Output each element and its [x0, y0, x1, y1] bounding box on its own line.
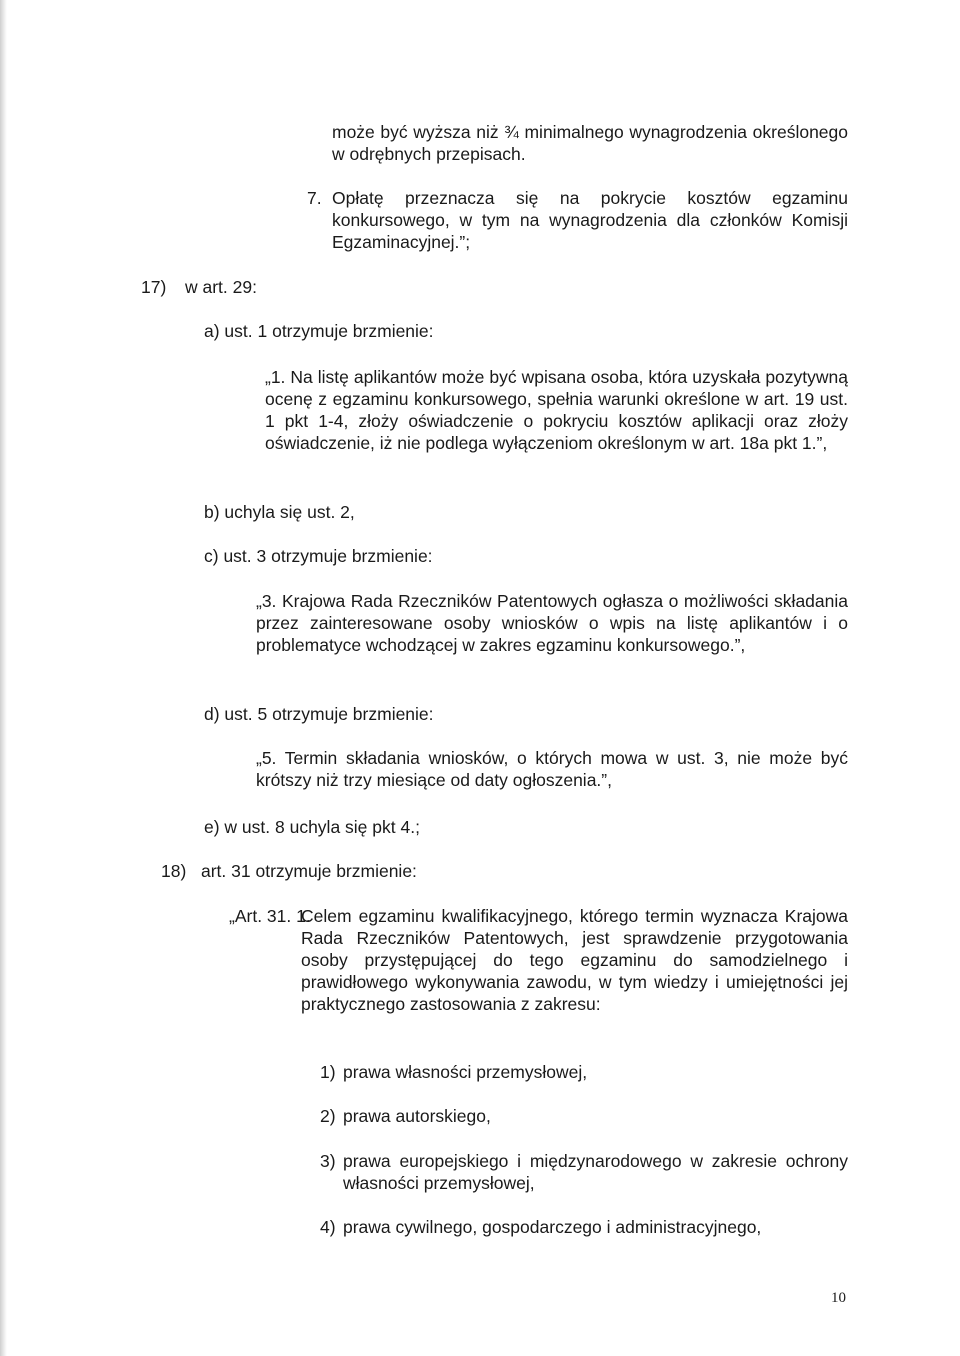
scope-item-2: [320, 1105, 848, 1127]
item-number: 17): [141, 277, 167, 297]
scope-item-3-text: prawa europejskiego i międzynarodowego w zakresie ochrony własności przemysłowej,: [343, 1151, 848, 1193]
article-31-text: Celem egzaminu kwalifikacyjnego, którego termin wyznacza Krajowa Rada Rzeczników Patentowych, jest sprawdzenie przygotowania osoby przystępującej do tego egzaminu do samodzielnego i prawidłowego wykonywania zawodu, w tym wiedzy i umiejętności jej praktycznego zastosowania z zakresu:: [301, 906, 848, 1014]
item-17: [141, 276, 441, 298]
subitem-d-quote: „5. Termin składania wniosków, o których mowa w ust. 3, nie może być krótszy niż trzy miesiące od daty ogłoszenia.”,: [256, 748, 848, 790]
scope-item-2-text: prawa autorskiego,: [343, 1106, 491, 1126]
scan-edge: [0, 0, 7, 1356]
scope-item-1-text: prawa własności przemysłowej,: [343, 1062, 588, 1082]
article-number: „Art. 31. 1.: [229, 906, 311, 926]
scope-item-3: [320, 1150, 848, 1194]
page-number: 10: [831, 1290, 846, 1306]
scope-number: 2): [320, 1106, 336, 1126]
subitem-e-label: e) w ust. 8 uchyla się pkt 4.;: [204, 817, 420, 837]
subitem-a-quote: „1. Na listę aplikantów może być wpisana osoba, która uzyskała pozytywną ocenę z egzaminu konkursowego, spełnia warunki określone w art. 19 ust. 1 pkt 1-4, złoży oświadczenie o pokryciu kosztów aplikacji oraz złoży oświadczenie, iż nie podlega wyłączeniom określonym w art. 18a pkt 1.”,: [265, 367, 848, 453]
point-7-text: Opłatę przeznacza się na pokrycie kosztów egzaminu konkursowego, w tym na wynagrodzenia dla członków Komisji Egzaminacyjnej.”;: [332, 188, 848, 252]
scope-item-4-text: prawa cywilnego, gospodarczego i administracyjnego,: [343, 1217, 762, 1237]
scope-item-4: [320, 1216, 848, 1238]
subitem-c-label: c) ust. 3 otrzymuje brzmienie:: [204, 546, 433, 566]
subitem-b-label: b) uchyla się ust. 2,: [204, 502, 355, 522]
item-number: 18): [161, 861, 187, 881]
item-18-text: art. 31 otrzymuje brzmienie:: [201, 861, 417, 881]
subitem-d-label: d) ust. 5 otrzymuje brzmienie:: [204, 704, 434, 724]
paragraph-6-continuation: może być wyższa niż ¾ minimalnego wynagrodzenia określonego w odrębnych przepisach.: [332, 122, 848, 164]
item-17-text: w art. 29:: [185, 277, 257, 297]
subitem-a-label: a) ust. 1 otrzymuje brzmienie:: [204, 321, 434, 341]
scope-number: 4): [320, 1217, 336, 1237]
point-7: [307, 187, 848, 253]
item-18: [161, 860, 561, 882]
subitem-c-quote: „3. Krajowa Rada Rzeczników Patentowych ogłasza o możliwości składania przez zainteresowane osoby wniosków o wpis na listę aplikantów i o problematyce wchodzącej w zakres egzaminu konkursowego.”,: [256, 591, 848, 655]
scope-number: 3): [320, 1151, 336, 1171]
article-31: [229, 905, 848, 1015]
point-number: 7.: [307, 188, 322, 208]
scope-number: 1): [320, 1062, 336, 1082]
scope-item-1: [320, 1061, 848, 1083]
